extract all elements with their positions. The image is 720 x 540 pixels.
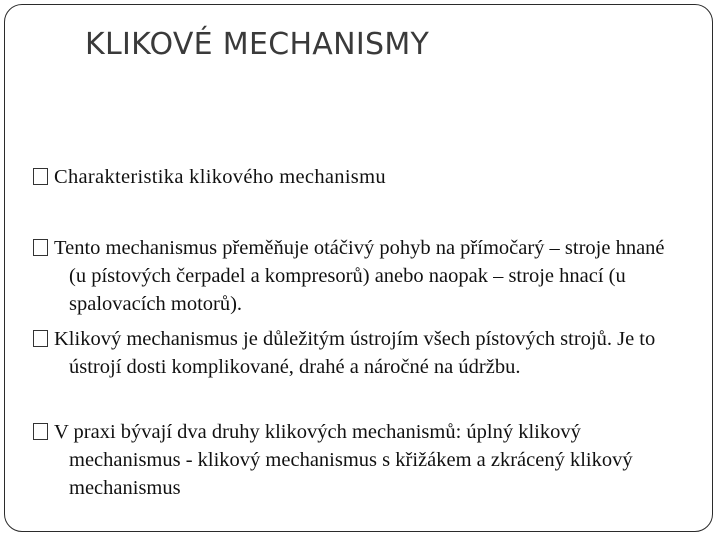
square-bullet-icon <box>33 168 48 185</box>
bullet-text: Tento mechanismus přeměňuje otáčivý pohyb na přímočarý – stroje hnané (u pístových čerpadel a kompresorů) anebo naopak – stroje hnací (u spalovacích motorů). <box>54 237 665 315</box>
bullet-item <box>33 325 683 381</box>
square-bullet-icon <box>33 330 48 347</box>
bullet-item <box>33 234 683 318</box>
square-bullet-icon <box>33 423 48 440</box>
slide-frame <box>4 4 713 532</box>
slide-title: KLIKOVÉ MECHANISMY <box>85 27 430 62</box>
bullet-text: Klikový mechanismus je důležitým ústrojím všech pístových strojů. Je to ústrojí dosti komplikované, drahé a náročné na údržbu. <box>54 328 656 378</box>
section-heading <box>33 163 673 191</box>
square-bullet-icon <box>33 239 48 256</box>
section-heading-text: Charakteristika klikového mechanismu <box>54 166 386 188</box>
bullet-text: V praxi bývají dva druhy klikových mechanismů: úplný klikový mechanismus - klikový mechanismus s křižákem a zkrácený klikový mechanismus <box>54 421 633 499</box>
bullet-item <box>33 418 683 502</box>
